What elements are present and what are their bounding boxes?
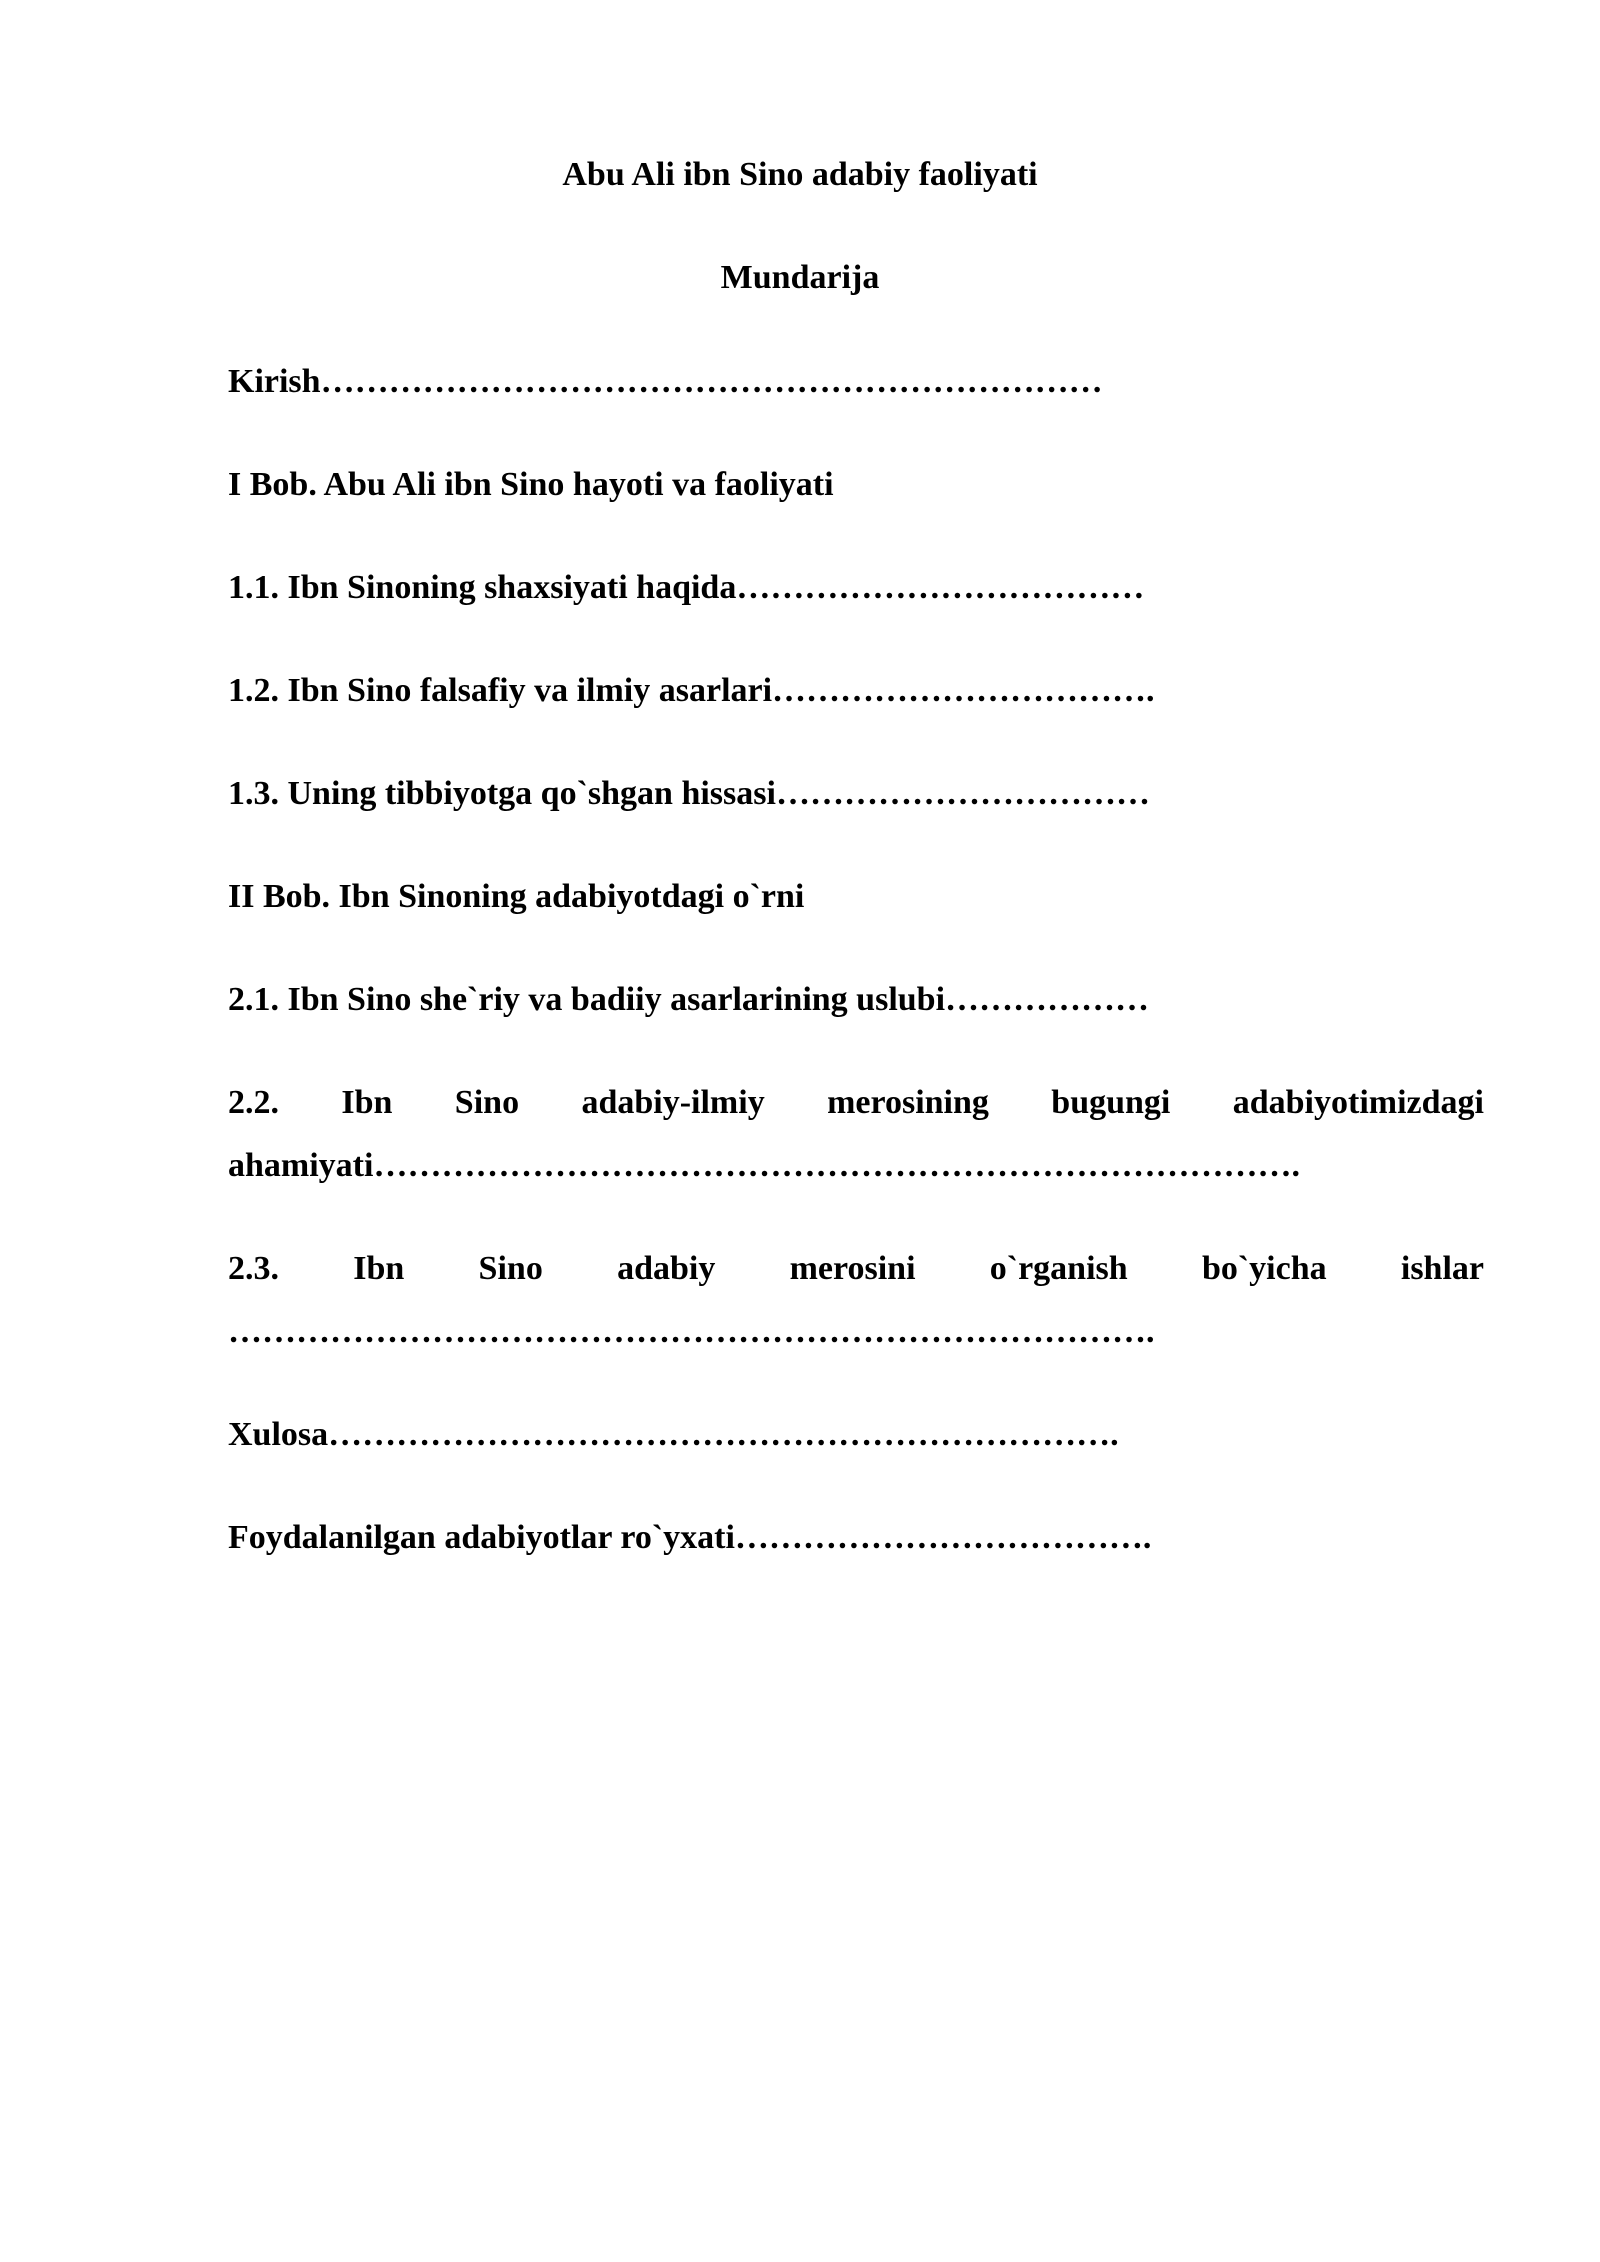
toc-item-chapter-2: II Bob. Ibn Sinoning adabiyotdagi o`rni <box>228 878 805 915</box>
document-title: Abu Ali ibn Sino adabiy faoliyati <box>562 156 1038 193</box>
toc-item-kirish: Kirish…………………………………………………………… <box>228 363 1103 400</box>
toc-item-1-1: 1.1. Ibn Sinoning shaxsiyati haqida……………………………… <box>228 569 1145 606</box>
toc-item-1-2: 1.2. Ibn Sino falsafiy va ilmiy asarlari……………………………. <box>228 672 1155 709</box>
toc-item-2-1: 2.1. Ibn Sino she`riy va badiiy asarlarining uslubi……………… <box>228 981 1150 1018</box>
toc-item-references: Foydalanilgan adabiyotlar ro`yxati………………………………. <box>228 1519 1152 1556</box>
toc-item-xulosa: Xulosa……………………………………………………………. <box>228 1416 1119 1453</box>
toc-item-chapter-1: I Bob. Abu Ali ibn Sino hayoti va faoliyati <box>228 466 834 503</box>
toc-item-2-2: 2.2. Ibn Sino adabiy-ilmiy merosining bugungi adabiyotimizdagi ahamiyati………………………………………………………………………. <box>228 1084 1484 1184</box>
toc-heading: Mundarija <box>720 259 880 296</box>
toc-item-1-3: 1.3. Uning tibbiyotga qo`shgan hissasi…………………………… <box>228 775 1150 812</box>
toc-item-2-3: 2.3. Ibn Sino adabiy merosini o`rganish bo`yicha ishlar ………………………………………………………………………. <box>228 1250 1484 1350</box>
